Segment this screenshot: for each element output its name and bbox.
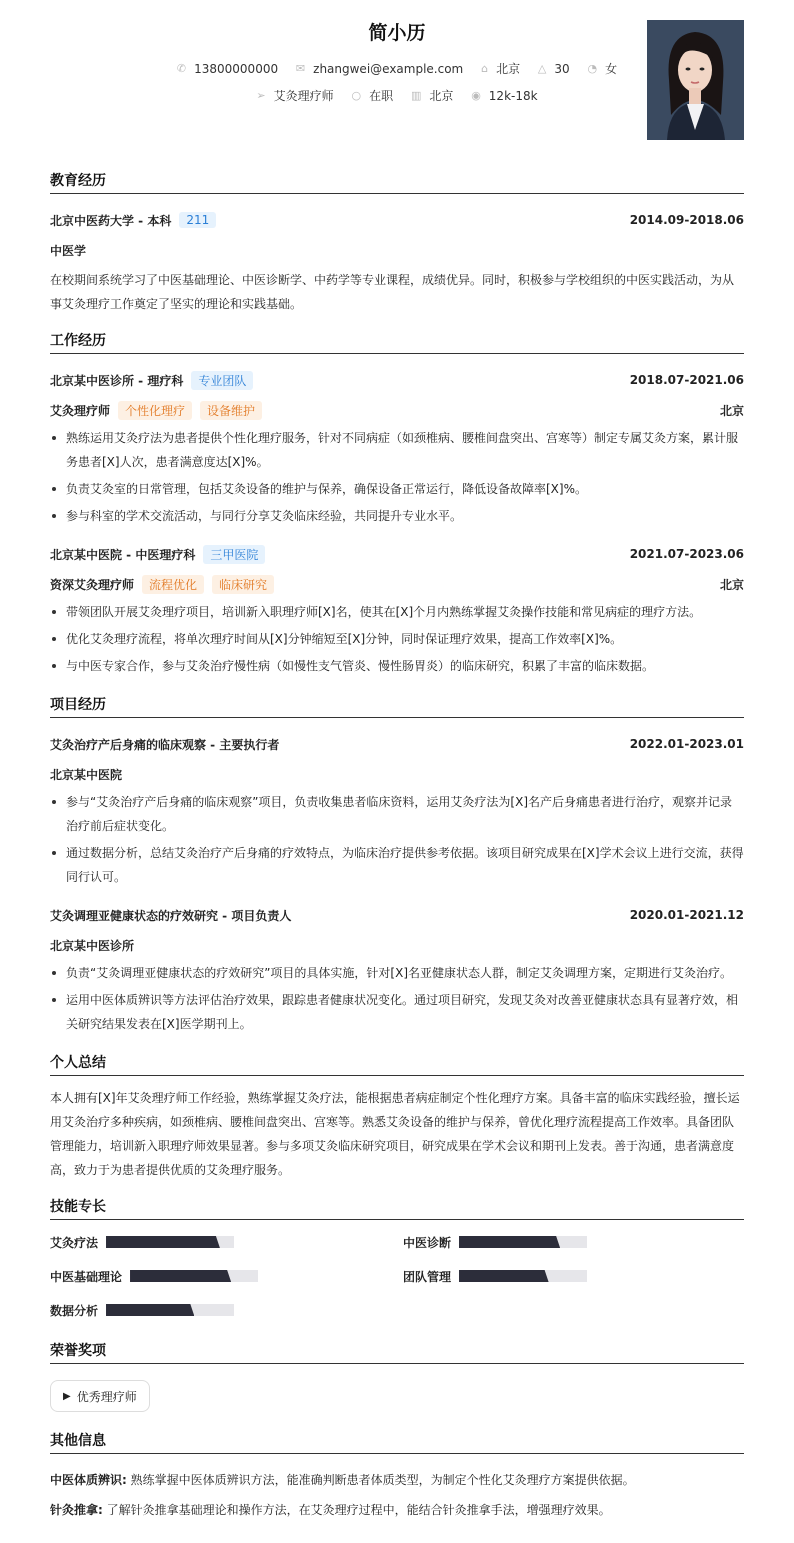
section-title: 技能专长 (50, 1196, 744, 1220)
age-icon: △ (537, 62, 547, 75)
other-text: 熟练掌握中医体质辨识方法，能准确判断患者体质类型，为制定个性化艾灸理疗方案提供依据。 (130, 1473, 635, 1487)
other-text: 了解针灸推拿基础理论和操作方法，在艾灸理疗过程中，能结合针灸推拿手法，增强理疗效果。 (106, 1503, 611, 1517)
section-title: 教育经历 (50, 170, 744, 194)
project-name: 艾灸调理亚健康状态的疗效研究 - 项目负责人 (50, 908, 292, 923)
bullet: 运用中医体质辨识等方法评估治疗效果，跟踪患者健康状况变化。通过项目研究，发现艾灸对改善亚健康状态具有显著疗效，相关研究结果发表在[X]医学期刊上。 (50, 988, 744, 1036)
section-title: 其他信息 (50, 1430, 744, 1454)
avatar-photo (647, 20, 744, 140)
skill-bar (106, 1236, 234, 1248)
school-tag: 211 (179, 212, 216, 228)
project-org: 北京某中医诊所 (50, 938, 135, 953)
other-label: 针灸推拿: (50, 1503, 103, 1517)
skill-item (50, 1232, 403, 1252)
skill-item (403, 1232, 744, 1252)
company-tag: 三甲医院 (203, 545, 265, 564)
bullet: 参与“艾灸治疗产后身痛的临床观察”项目，负责收集患者临床资料，运用艾灸疗法为[X]名产后身痛患者进行治疗，观察并记录治疗前后症状变化。 (50, 790, 744, 838)
bullet: 优化艾灸理疗流程，将单次理疗时间从[X]分钟缩短至[X]分钟，同时保证理疗效果，提高工作效率[X]%。 (50, 627, 744, 651)
role-tag: 流程优化 (142, 575, 204, 594)
work-date: 2021.07-2023.06 (629, 547, 744, 561)
salary-icon: ◉ (471, 89, 481, 102)
skill-bar-fill (459, 1270, 549, 1282)
summary-text: 本人拥有[X]年艾灸理疗师工作经验，熟练掌握艾灸疗法，能根据患者病症制定个性化理疗方案。具备丰富的临床实践经验，擅长运用艾灸治疗多种疾病，如颈椎病、腰椎间盘突出、宫寒等。熟悉艾灸设备的维护与保养，曾优化理疗流程提高工作效率。具备团队管理能力，培训新入职理疗师效果显著。参与多项艾灸临床研究项目，研究成果在学术会议和期刊上发表。善于沟通，患者满意度高，致力于为患者提供优质的艾灸理疗服务。 (50, 1091, 740, 1177)
project-org: 北京某中医院 (50, 767, 123, 782)
education-section (50, 170, 744, 316)
age: 30 (554, 61, 570, 76)
skill-bar-fill (106, 1304, 194, 1316)
edu-desc: 在校期间系统学习了中医基础理论、中医诊断学、中药学等专业课程，成绩优异。同时，积极参与学校组织的中医实践活动，为从事艾灸理疗工作奠定了坚实的理论和实践基础。 (50, 273, 735, 311)
school: 北京中医药大学 - 本科 (50, 213, 172, 228)
gender: 女 (605, 62, 618, 76)
project-section (50, 694, 744, 1036)
skill-bar-fill (106, 1236, 220, 1248)
company: 北京某中医诊所 - 理疗科 (50, 373, 184, 388)
target-city: 北京 (429, 89, 454, 103)
job-status: 在职 (369, 89, 394, 103)
building-icon: ▥ (410, 89, 422, 102)
role-tag: 临床研究 (212, 575, 274, 594)
project-item (50, 732, 744, 889)
skill-item (403, 1266, 744, 1286)
bullet: 负责艾灸室的日常管理，包括艾灸设备的维护与保养，确保设备正常运行，降低设备故障率[X]%。 (50, 477, 744, 501)
skill-name: 团队管理 (403, 1269, 452, 1284)
company-tag: 专业团队 (191, 371, 253, 390)
skill-bar-fill (459, 1236, 560, 1248)
candidate-name: 简小历 (368, 22, 426, 44)
summary-section (50, 1052, 744, 1182)
major: 中医学 (50, 243, 87, 258)
gender-icon: ◔ (587, 62, 598, 75)
skill-name: 艾灸疗法 (50, 1235, 99, 1250)
project-date: 2020.01-2021.12 (629, 908, 744, 922)
other-section (50, 1430, 744, 1522)
bullet: 熟练运用艾灸疗法为患者提供个性化理疗服务，针对不同病症（如颈椎病、腰椎间盘突出、宫寒等）制定专属艾灸方案，累计服务患者[X]人次，患者满意度达[X]%。 (50, 426, 744, 474)
edu-date: 2014.09-2018.06 (629, 213, 744, 227)
job-row (50, 87, 744, 104)
work-section (50, 330, 744, 678)
work-city: 北京 (719, 577, 744, 592)
skill-bar-fill (130, 1270, 231, 1282)
skill-bar (106, 1304, 234, 1316)
send-icon: ➢ (256, 89, 266, 102)
city: 北京 (496, 62, 521, 76)
project-date: 2022.01-2023.01 (629, 737, 744, 751)
home-icon: ⌂ (481, 62, 489, 75)
skill-item (50, 1266, 403, 1286)
section-title: 个人总结 (50, 1052, 744, 1076)
bullet: 带领团队开展艾灸理疗项目，培训新入职理疗师[X]名，使其在[X]个月内熟练掌握艾灸操作技能和常见病症的理疗方法。 (50, 600, 744, 624)
mail-icon: ✉ (295, 62, 306, 75)
triangle-icon: ▶ (63, 1390, 71, 1402)
job-target: 艾灸理疗师 (273, 89, 334, 103)
skill-item (50, 1300, 403, 1320)
bullet: 负责“艾灸调理亚健康状态的疗效研究”项目的具体实施，针对[X]名亚健康状态人群，制定艾灸调理方案，定期进行艾灸治疗。 (50, 961, 744, 985)
skill-name: 数据分析 (50, 1303, 99, 1318)
status-icon: ○ (351, 89, 362, 102)
bullet: 通过数据分析，总结艾灸治疗产后身痛的疗效特点，为临床治疗提供参考依据。该项目研究成果在[X]学术会议上进行交流，获得同行认可。 (50, 841, 744, 889)
skills-section (50, 1196, 744, 1320)
skill-bar (459, 1270, 587, 1282)
skill-bar (130, 1270, 258, 1282)
resume-header (50, 0, 744, 150)
project-name: 艾灸治疗产后身痛的临床观察 - 主要执行者 (50, 737, 280, 752)
section-title: 工作经历 (50, 330, 744, 354)
contact-row (50, 60, 744, 77)
award-label: 优秀理疗师 (76, 1389, 137, 1404)
phone: 13800000000 (194, 61, 279, 76)
other-label: 中医体质辨识: (50, 1473, 127, 1487)
other-item (50, 1498, 744, 1522)
awards-section (50, 1340, 744, 1412)
work-date: 2018.07-2021.06 (629, 373, 744, 387)
section-title: 荣誉奖项 (50, 1340, 744, 1364)
skill-name: 中医诊断 (403, 1235, 452, 1250)
work-city: 北京 (719, 403, 744, 418)
role-tag: 设备维护 (200, 401, 262, 420)
phone-icon: ✆ (176, 62, 187, 75)
work-item (50, 542, 744, 678)
bullet: 与中医专家合作，参与艾灸治疗慢性病（如慢性支气管炎、慢性肠胃炎）的临床研究，积累了丰富的临床数据。 (50, 654, 744, 678)
bullet: 参与科室的学术交流活动，与同行分享艾灸临床经验，共同提升专业水平。 (50, 504, 744, 528)
email: zhangwei@example.com (313, 61, 464, 76)
role: 艾灸理疗师 (50, 403, 111, 418)
role-tag: 个性化理疗 (118, 401, 192, 420)
award-item[interactable] (50, 1380, 150, 1412)
role: 资深艾灸理疗师 (50, 577, 135, 592)
project-item (50, 903, 744, 1036)
skill-name: 中医基础理论 (50, 1269, 123, 1284)
section-title: 项目经历 (50, 694, 744, 718)
salary: 12k-18k (488, 88, 538, 103)
company: 北京某中医院 - 中医理疗科 (50, 547, 196, 562)
skill-bar (459, 1236, 587, 1248)
work-item (50, 368, 744, 528)
other-item (50, 1468, 744, 1492)
